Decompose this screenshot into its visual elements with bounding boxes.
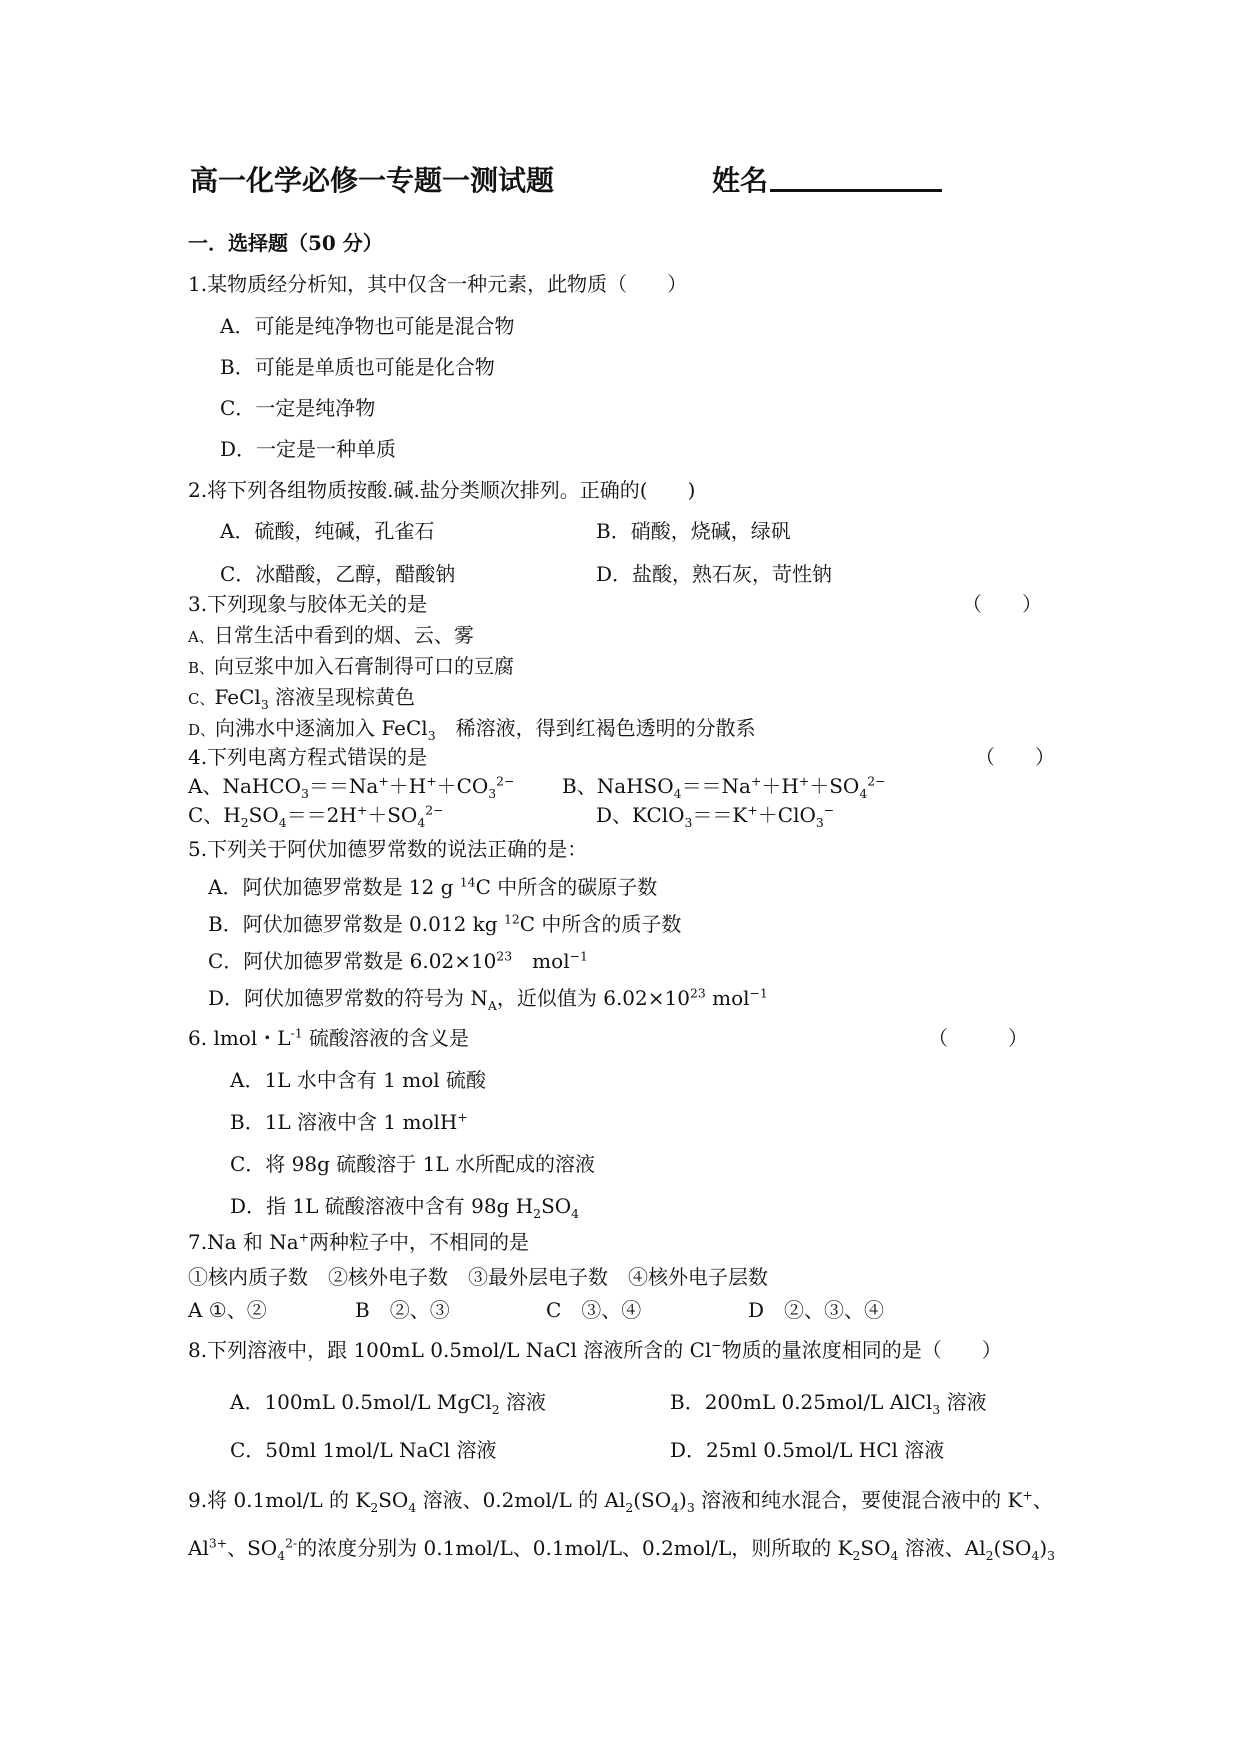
- q4-stem: 4.下列电离方程式错误的是: [188, 745, 428, 769]
- q1-stem: 1.某物质经分析知，其中仅含一种元素，此物质（ ）: [188, 272, 688, 296]
- q6-option-a: A．1L 水中含有 1 mol 硫酸: [230, 1068, 487, 1092]
- q2-option-c: C．冰醋酸，乙醇，醋酸钠: [220, 562, 456, 586]
- q7-stem: 7.Na 和 Na+两种粒子中，不相同的是: [188, 1229, 530, 1254]
- q2-option-d: D．盐酸，熟石灰，苛性钠: [596, 562, 833, 586]
- q2-option-a: A．硫酸，纯碱，孔雀石: [220, 519, 435, 543]
- q1-option-a: A．可能是纯净物也可能是混合物: [220, 314, 515, 338]
- name-blank-line[interactable]: [770, 189, 942, 192]
- q3-stem: 3.下列现象与胶体无关的是: [188, 592, 428, 616]
- q1-option-c: C．一定是纯净物: [220, 396, 376, 420]
- q8-option-c: C．50ml 1mol/L NaCl 溶液: [230, 1438, 497, 1462]
- q5-option-a: A．阿伏加德罗常数是 12 g $^{14}$C 中所含的碳原子数: [208, 874, 658, 899]
- section-heading: 一．选择题（50 分）: [188, 231, 383, 255]
- q6-answer-paren: （ ）: [928, 1026, 1028, 1050]
- q7-items: ①核内质子数 ②核外电子数 ③最外层电子数 ④核外电子层数: [188, 1265, 768, 1289]
- q4-option-b: B、$NaHSO_4==Na^++H^++SO_4^{2-}$: [562, 773, 886, 801]
- q3-option-a: A、日常生活中看到的烟、云、雾: [188, 623, 474, 647]
- q8-option-b: B．200mL 0.25mol/L AlCl$_3$ 溶液: [670, 1390, 987, 1417]
- q6-option-b: B．1L 溶液中含 1 molH+: [230, 1109, 468, 1134]
- q1-option-d: D．一定是一种单质: [220, 437, 397, 461]
- q7-option-a: A ①、②: [188, 1298, 267, 1322]
- q4-answer-paren: （ ）: [975, 745, 1055, 769]
- q1-option-b: B．可能是单质也可能是化合物: [220, 355, 495, 379]
- q5-option-d: D．阿伏加德罗常数的符号为 $N_A$，近似值为 $6.02\times 10^{23}$ mol$^{-1}$: [208, 985, 768, 1013]
- q4-option-a: A、$NaHCO_3==Na^++H^++CO_3^{2-}$: [188, 773, 515, 801]
- q5-stem: 5.下列关于阿伏加德罗常数的说法正确的是：: [188, 837, 588, 861]
- q5-option-b: B．阿伏加德罗常数是 0.012 kg $^{12}$C 中所含的质子数: [208, 911, 682, 936]
- q9-line-2: $Al^{3+}$、$SO_4^{2-}$的浓度分别为 0.1mol/L、0.1mol/L、0.2mol/L，则所取的 $K_2SO_4$ 溶液、$Al_2(SO_4)_3$: [188, 1535, 1056, 1563]
- q8-stem: 8.下列溶液中，跟 100mL 0.5mol/L NaCl 溶液所含的 Cl−物质的量浓度相同的是（ ）: [188, 1337, 1002, 1362]
- page-title: 高一化学必修一专题一测试题: [190, 164, 555, 197]
- q7-option-c: C ③、④: [546, 1298, 642, 1322]
- q7-option-d: D ②、③、④: [748, 1298, 885, 1322]
- q3-option-b: B、向豆浆中加入石膏制得可口的豆腐: [188, 654, 515, 678]
- q3-option-c: C、FeCl$_3$ 溶液呈现棕黄色: [188, 685, 416, 712]
- q6-stem: 6. lmol・$L^{-1}$ 硫酸溶液的含义是: [188, 1025, 469, 1050]
- q6-option-d: D．指 1L 硫酸溶液中含有 98g $H_2SO_4$: [230, 1194, 580, 1221]
- q3-answer-paren: （ ）: [962, 592, 1042, 616]
- q8-option-d: D．25ml 0.5mol/L HCl 溶液: [670, 1438, 945, 1462]
- name-field[interactable]: [712, 164, 942, 198]
- q8-option-a: A．100mL 0.5mol/L MgCl$_2$ 溶液: [230, 1390, 547, 1417]
- q2-option-b: B．硝酸，烧碱，绿矾: [596, 519, 791, 543]
- q5-option-c: C．阿伏加德罗常数是 $6.02\times 10^{23}$ mol$^{-1}$: [208, 948, 588, 973]
- q4-option-d: D、KClO$_3$＝＝K+＋ClO$_3$−: [596, 802, 835, 830]
- q3-option-d: D、向沸水中逐滴加入 FeCl$_3$ 稀溶液，得到红褐色透明的分散系: [188, 716, 756, 743]
- q6-option-c: C．将 98g 硫酸溶于 1L 水所配成的溶液: [230, 1152, 595, 1176]
- q7-option-b: B ②、③: [355, 1298, 450, 1322]
- q2-stem: 2.将下列各组物质按酸.碱.盐分类顺次排列。正确的( ): [188, 478, 696, 502]
- name-label: 姓名: [712, 164, 769, 197]
- q9-line-1: 9.将 0.1mol/L 的 $K_2SO_4$ 溶液、0.2mol/L 的 $Al_2(SO_4)_3$ 溶液和纯水混合，要使混合液中的 K+、: [188, 1487, 1053, 1515]
- q4-option-c: C、$H_2SO_4==2H^++SO_4^{2-}$: [188, 802, 444, 830]
